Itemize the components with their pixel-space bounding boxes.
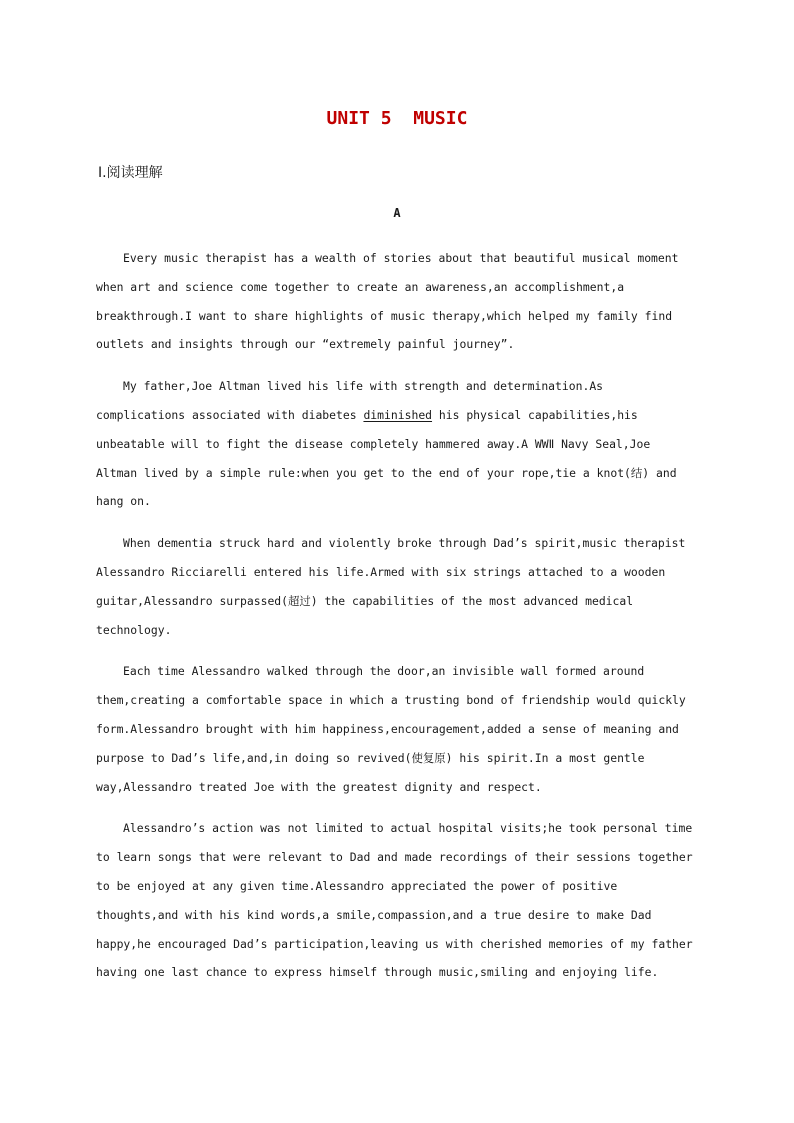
- paragraph-1: Every music therapist has a wealth of stories about that beautiful musical moment when art and science come together to create an awareness,an accomplishment,a breakthrough.I want to share highlights of music therapy,which helped my family find outlets and insights through our “extremely painful journey”.: [96, 251, 679, 352]
- paragraph-2-after: his physical capabilities,his unbeatable will to fight the disease completely hammered away.A WWⅡ Navy Seal,Joe Altman lived by a simple rule:when you get to the end of your rope,tie a knot(结) and hang on.: [96, 407, 677, 509]
- section-heading: Ⅰ.阅读理解: [98, 165, 163, 181]
- passage-body: [96, 244, 696, 1000]
- unit-title: UNIT 5 MUSIC: [326, 108, 468, 129]
- paragraph-4: Each time Alessandro walked through the door,an invisible wall formed around them,creating a comfortable space in which a trusting bond of friendship would quickly form.Alessandro brought with him happiness,encouragement,added a sense of meaning and purpose to Dad’s life,and,in doing so revived(使复原) his spirit.In a most gentle way,Alessandro treated Joe with the greatest dignity and respect.: [96, 664, 686, 794]
- paragraph-2: [96, 372, 696, 516]
- paragraph-2-before: My father,Joe Altman lived his life with strength and determination.As complications associated with diabetes: [96, 379, 604, 422]
- underlined-word: diminished: [363, 407, 433, 422]
- paragraph-5: Alessandro’s action was not limited to actual hospital visits;he took personal time to learn songs that were relevant to Dad and made recordings of their sessions together to be enjoyed at any given time.Alessandro appreciated the power of positive thoughts,and with his kind words,a smile,compassion,and a true desire to make Dad happy,he encouraged Dad’s participation,leaving us with cherished memories of my father having one last chance to express himself through music,smiling and enjoying life.: [96, 821, 693, 980]
- passage-label: A: [393, 206, 401, 220]
- paragraph-3: When dementia struck hard and violently broke through Dad’s spirit,music therapist Alessandro Ricciarelli entered his life.Armed with six strings attached to a wooden guitar,Alessandro surpassed(超过) the capabilities of the most advanced medical technology.: [96, 536, 686, 637]
